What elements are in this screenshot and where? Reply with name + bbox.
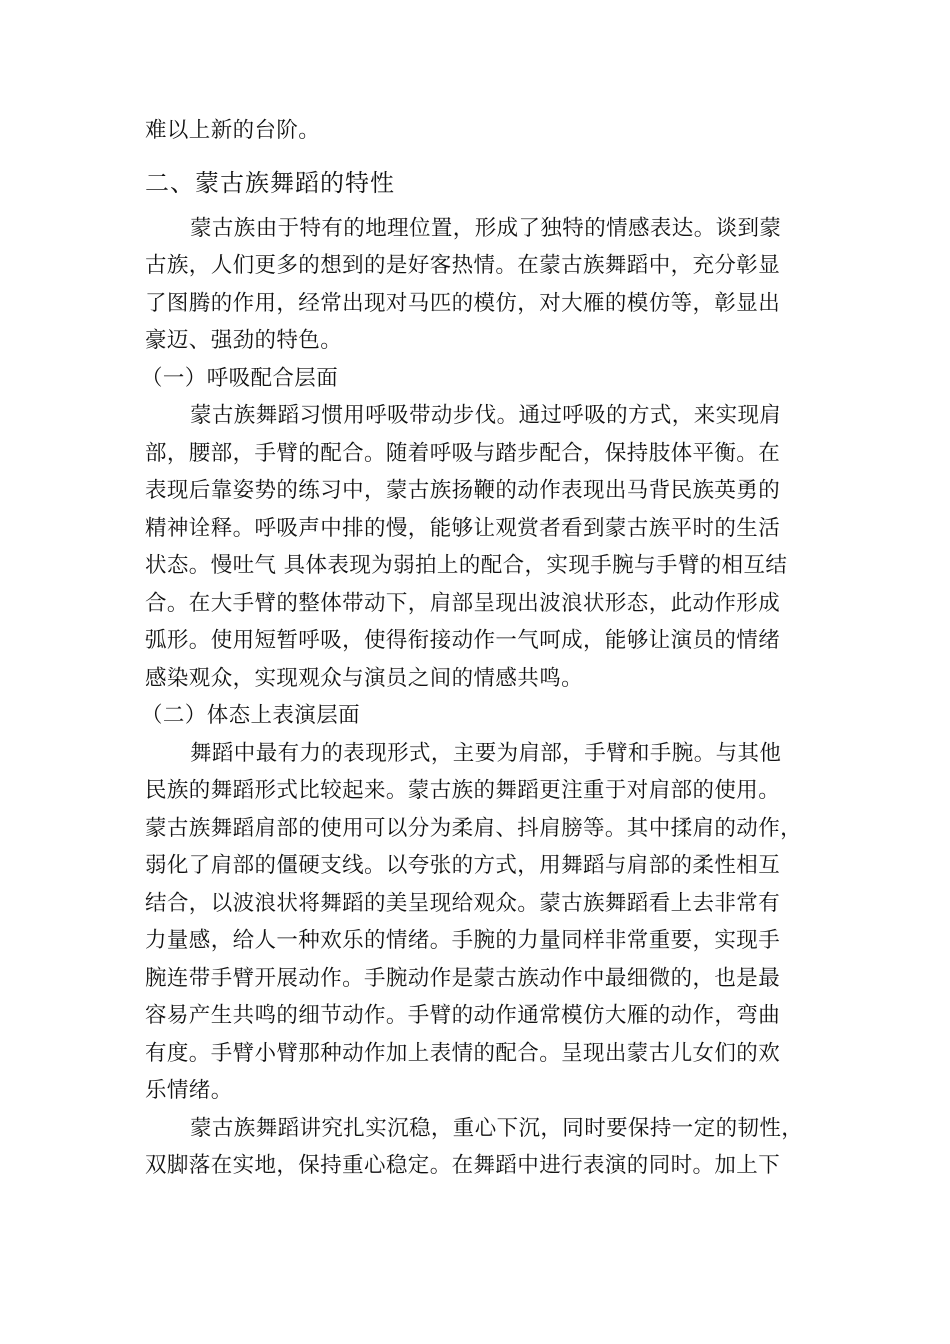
text-line: 民族的舞蹈形式比较起来。蒙古族的舞蹈更注重于对肩部的使用。 xyxy=(145,778,781,803)
text-line: 精神诠释。呼吸声中排的慢，能够让观赏者看到蒙古族平时的生活 xyxy=(145,515,781,541)
text-line: 有度。手臂小臂那种动作加上表情的配合。呈现出蒙古儿女们的欢 xyxy=(145,1040,781,1066)
text-line: 难以上新的台阶。 xyxy=(145,118,321,143)
text-line: 蒙古族舞蹈肩部的使用可以分为柔肩、抖肩膀等。其中揉肩的动作， xyxy=(145,815,803,841)
text-line: 结合，以波浪状将舞蹈的美呈现给观众。蒙古族舞蹈看上去非常有 xyxy=(145,890,781,916)
text-line: 感染观众，实现观众与演员之间的情感共鸣。 xyxy=(145,665,584,691)
text-line: 弱化了肩部的僵硬支线。以夸张的方式，用舞蹈与肩部的柔性相互 xyxy=(145,853,781,878)
paragraph-first-line: 蒙古族由于特有的地理位置，形成了独特的情感表达。谈到蒙 xyxy=(190,215,782,241)
paragraph-first-line: 蒙古族舞蹈讲究扎实沉稳，重心下沉，同时要保持一定的韧性， xyxy=(190,1115,804,1141)
text-line: 状态。慢吐气 具体表现为弱拍上的配合，实现手腕与手臂的相互结 xyxy=(145,553,788,578)
paragraph-first-line: 蒙古族舞蹈习惯用呼吸带动步伐。通过呼吸的方式，来实现肩 xyxy=(190,403,782,428)
section-heading: 二、蒙古族舞蹈的特性 xyxy=(145,168,395,197)
paragraph-first-line: 舞蹈中最有力的表现形式，主要为肩部，手臂和手腕。与其他 xyxy=(190,740,782,766)
text-line: 力量感，给人一种欢乐的情绪。手腕的力量同样非常重要，实现手 xyxy=(145,928,781,953)
text-line: 古族，人们更多的想到的是好客热情。在蒙古族舞蹈中，充分彰显 xyxy=(145,253,781,278)
text-line: 弧形。使用短暂呼吸，使得衔接动作一气呵成，能够让演员的情绪 xyxy=(145,628,781,653)
text-line: 部，腰部，手臂的配合。随着呼吸与踏步配合，保持肢体平衡。在 xyxy=(145,440,781,466)
text-line: 腕连带手臂开展动作。手腕动作是蒙古族动作中最细微的，也是最 xyxy=(145,965,781,991)
text-line: 双脚落在实地，保持重心稳定。在舞蹈中进行表演的同时。加上下 xyxy=(145,1153,781,1178)
text-line: 表现后靠姿势的练习中，蒙古族扬鞭的动作表现出马背民族英勇的 xyxy=(145,478,781,503)
text-line: 了图腾的作用，经常出现对马匹的模仿，对大雁的模仿等，彰显出 xyxy=(145,290,781,316)
text-line: 乐情绪。 xyxy=(145,1078,233,1103)
text-line: 豪迈、强劲的特色。 xyxy=(145,328,343,353)
subsection-heading: （二）体态上表演层面 xyxy=(141,703,361,728)
text-line: 容易产生共鸣的细节动作。手臂的动作通常模仿大雁的动作，弯曲 xyxy=(145,1003,781,1028)
document-page xyxy=(141,112,810,1185)
subsection-heading: （一）呼吸配合层面 xyxy=(141,365,339,391)
text-line: 合。在大手臂的整体带动下，肩部呈现出波浪状形态，此动作形成 xyxy=(145,590,781,616)
